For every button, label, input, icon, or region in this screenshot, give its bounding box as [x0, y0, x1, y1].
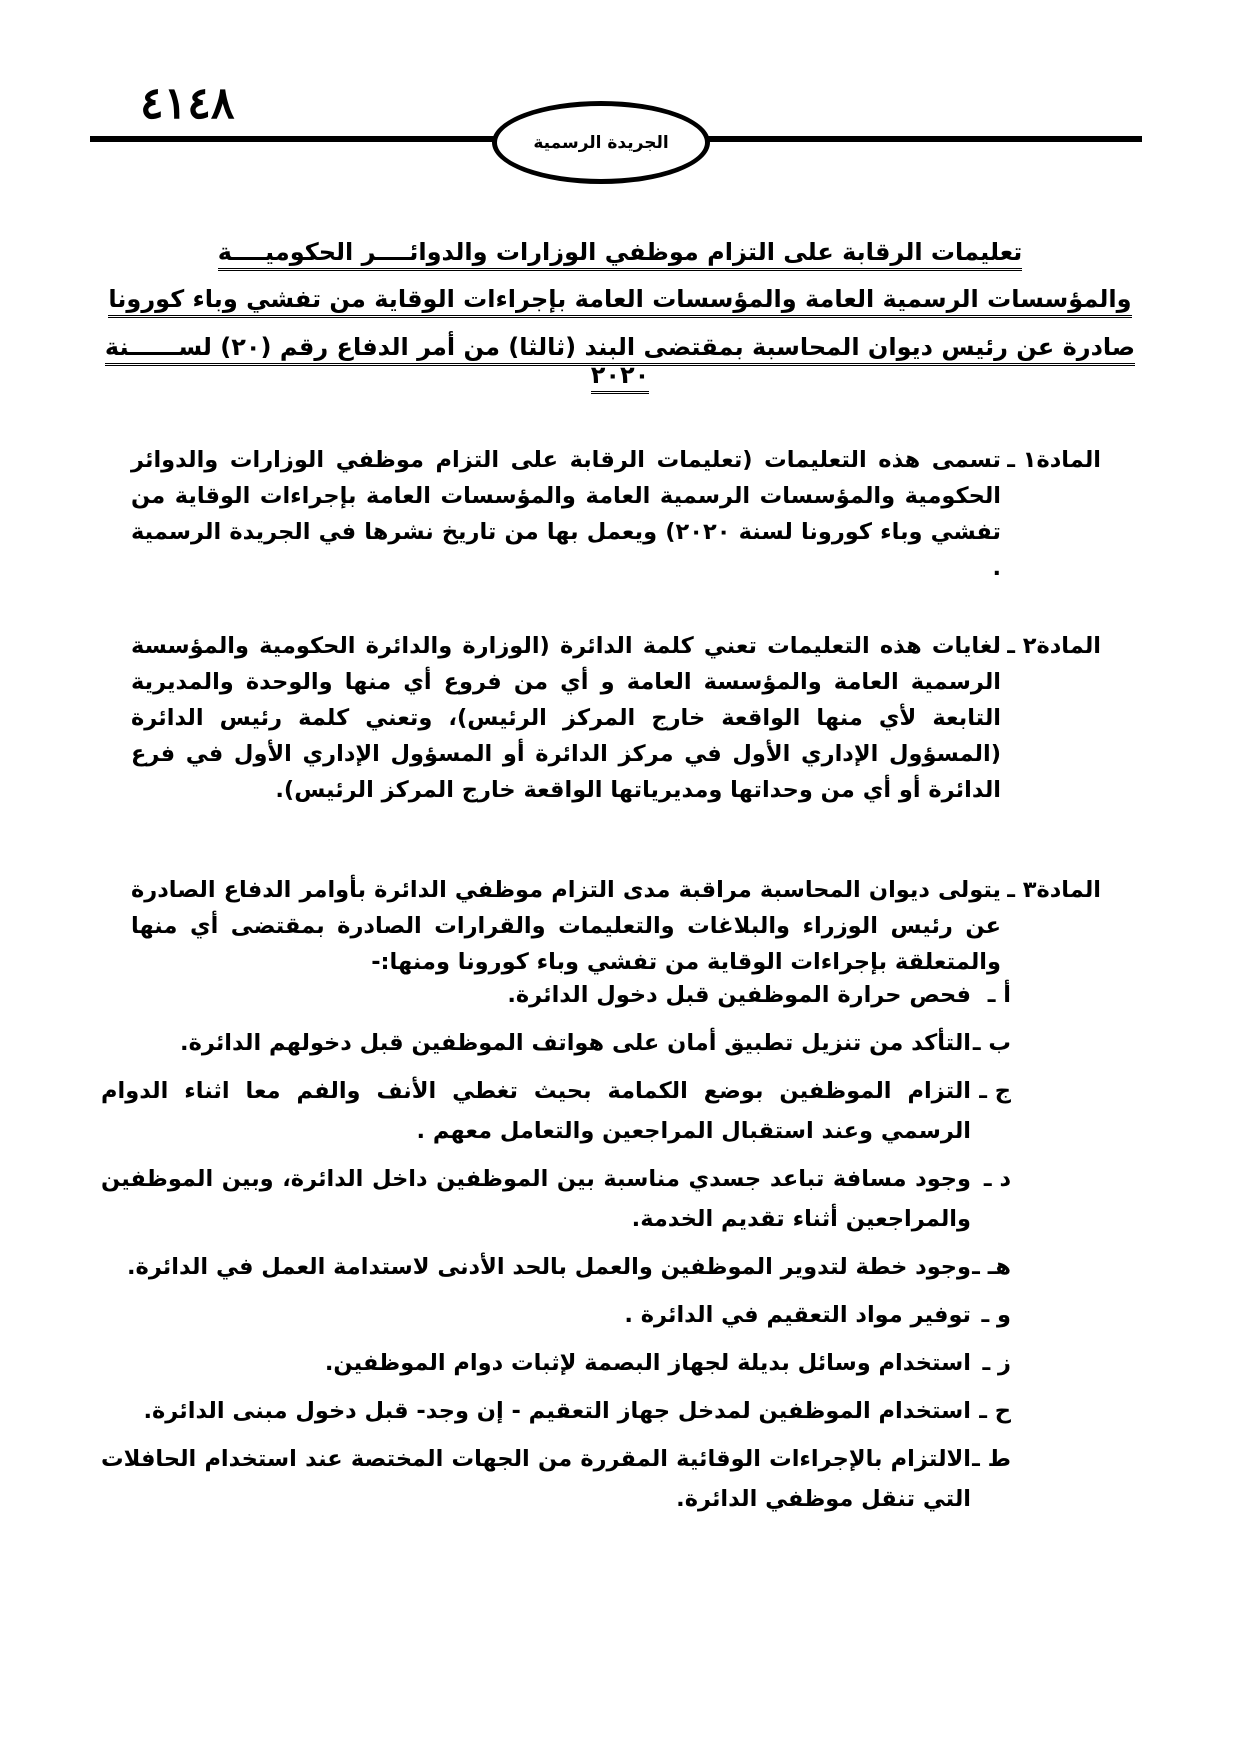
gazette-badge: [492, 101, 710, 184]
item-marker: و ـ: [981, 1302, 1011, 1328]
item-marker: هـ ـ: [972, 1254, 1011, 1280]
article-label: المادة٢ ـ: [1007, 633, 1101, 659]
item-text: فحص حرارة الموظفين قبل دخول الدائرة.: [507, 982, 971, 1008]
item-text: وجود خطة لتدوير الموظفين والعمل بالحد الأدنى لاستدامة العمل في الدائرة.: [126, 1254, 971, 1280]
item-marker: ط ـ: [972, 1446, 1011, 1472]
list-item: [101, 1295, 1011, 1335]
item-marker: أ ـ: [987, 982, 1011, 1008]
item-marker: ب ـ: [972, 1030, 1011, 1056]
list-item: [101, 975, 1011, 1015]
document-title-line-2: والمؤسسات الرسمية العامة والمؤسسات العامة بإجراءات الوقاية من تفشي وباء كورونا: [100, 285, 1140, 313]
list-item: [101, 1071, 1011, 1151]
item-text: استخدام وسائل بديلة لجهاز البصمة لإثبات دوام الموظفين.: [324, 1350, 971, 1376]
list-item: [101, 1159, 1011, 1239]
list-item: [101, 1343, 1011, 1383]
article-text: يتولى ديوان المحاسبة مراقبة مدى التزام موظفي الدائرة بأوامر الدفاع الصادرة عن رئيس الوزراء والبلاغات والتعليمات والقرارات الصادرة بمقتضى أي منها والمتعلقة بإجراءات الوقاية من تفشي وباء كورونا ومنها:-: [131, 877, 1001, 975]
list-item: [101, 1023, 1011, 1063]
article-3: [131, 872, 1101, 980]
article-text: تسمى هذه التعليمات (تعليمات الرقابة على التزام موظفي الوزارات والدوائر الحكومية والمؤسسات الرسمية العامة والمؤسسات العامة بإجراءات الوقاية من تفشي وباء كورونا لسنة ٢٠٢٠) ويعمل بها من تاريخ نشرها في الجريدة الرسمية .: [131, 447, 1001, 581]
gazette-label: الجريدة الرسمية: [533, 132, 669, 153]
item-marker: ح ـ: [979, 1398, 1011, 1424]
document-title-line-3: صادرة عن رئيس ديوان المحاسبة بمقتضى البند (ثالثا) من أمر الدفاع رقم (٢٠) لســــــنة ٢٠٢٠: [100, 333, 1140, 389]
article-3-items: [101, 975, 1011, 1527]
item-text: التأكد من تنزيل تطبيق أمان على هواتف الموظفين قبل دخولهم الدائرة.: [180, 1030, 971, 1056]
item-marker: ج ـ: [979, 1078, 1011, 1104]
article-label: المادة١ ـ: [1007, 447, 1101, 473]
item-text: استخدام الموظفين لمدخل جهاز التعقيم - إن وجد- قبل دخول مبنى الدائرة.: [143, 1398, 971, 1424]
article-1: [131, 442, 1101, 586]
item-text: توفير مواد التعقيم في الدائرة .: [624, 1302, 971, 1328]
page-number: ٤١٤٨: [140, 78, 235, 129]
item-text: الالتزام بالإجراءات الوقائية المقررة من الجهات المختصة عند استخدام الحافلات التي تنقل موظفي الدائرة.: [101, 1446, 971, 1512]
article-2: [131, 628, 1101, 808]
list-item: [101, 1391, 1011, 1431]
item-text: التزام الموظفين بوضع الكمامة بحيث تغطي الأنف والفم معا اثناء الدوام الرسمي وعند استقبال المراجعين والتعامل معهم .: [101, 1078, 971, 1144]
item-marker: ز ـ: [982, 1350, 1011, 1376]
list-item: [101, 1247, 1011, 1287]
item-marker: د ـ: [983, 1166, 1011, 1192]
article-text: لغايات هذه التعليمات تعني كلمة الدائرة (الوزارة والدائرة الحكومية والمؤسسة الرسمية العامة والمؤسسة العامة و أي من فروع أي منها والوحدة والمديرية التابعة لأي منها الواقعة خارج المركز الرئيس)، وتعني كلمة رئيس الدائرة (المسؤول الإداري الأول في مركز الدائرة أو المسؤول الإداري الأول في فرع الدائرة أو أي من وحداتها ومديرياتها الواقعة خارج المركز الرئيس).: [131, 633, 1001, 803]
list-item: [101, 1439, 1011, 1519]
item-text: وجود مسافة تباعد جسدي مناسبة بين الموظفين داخل الدائرة، وبين الموظفين والمراجعين أثناء تقديم الخدمة.: [101, 1166, 971, 1232]
document-title-line-1: تعليمات الرقابة على التزام موظفي الوزارات والدوائــــر الحكوميــــة: [100, 238, 1140, 266]
article-label: المادة٣ ـ: [1007, 877, 1101, 903]
